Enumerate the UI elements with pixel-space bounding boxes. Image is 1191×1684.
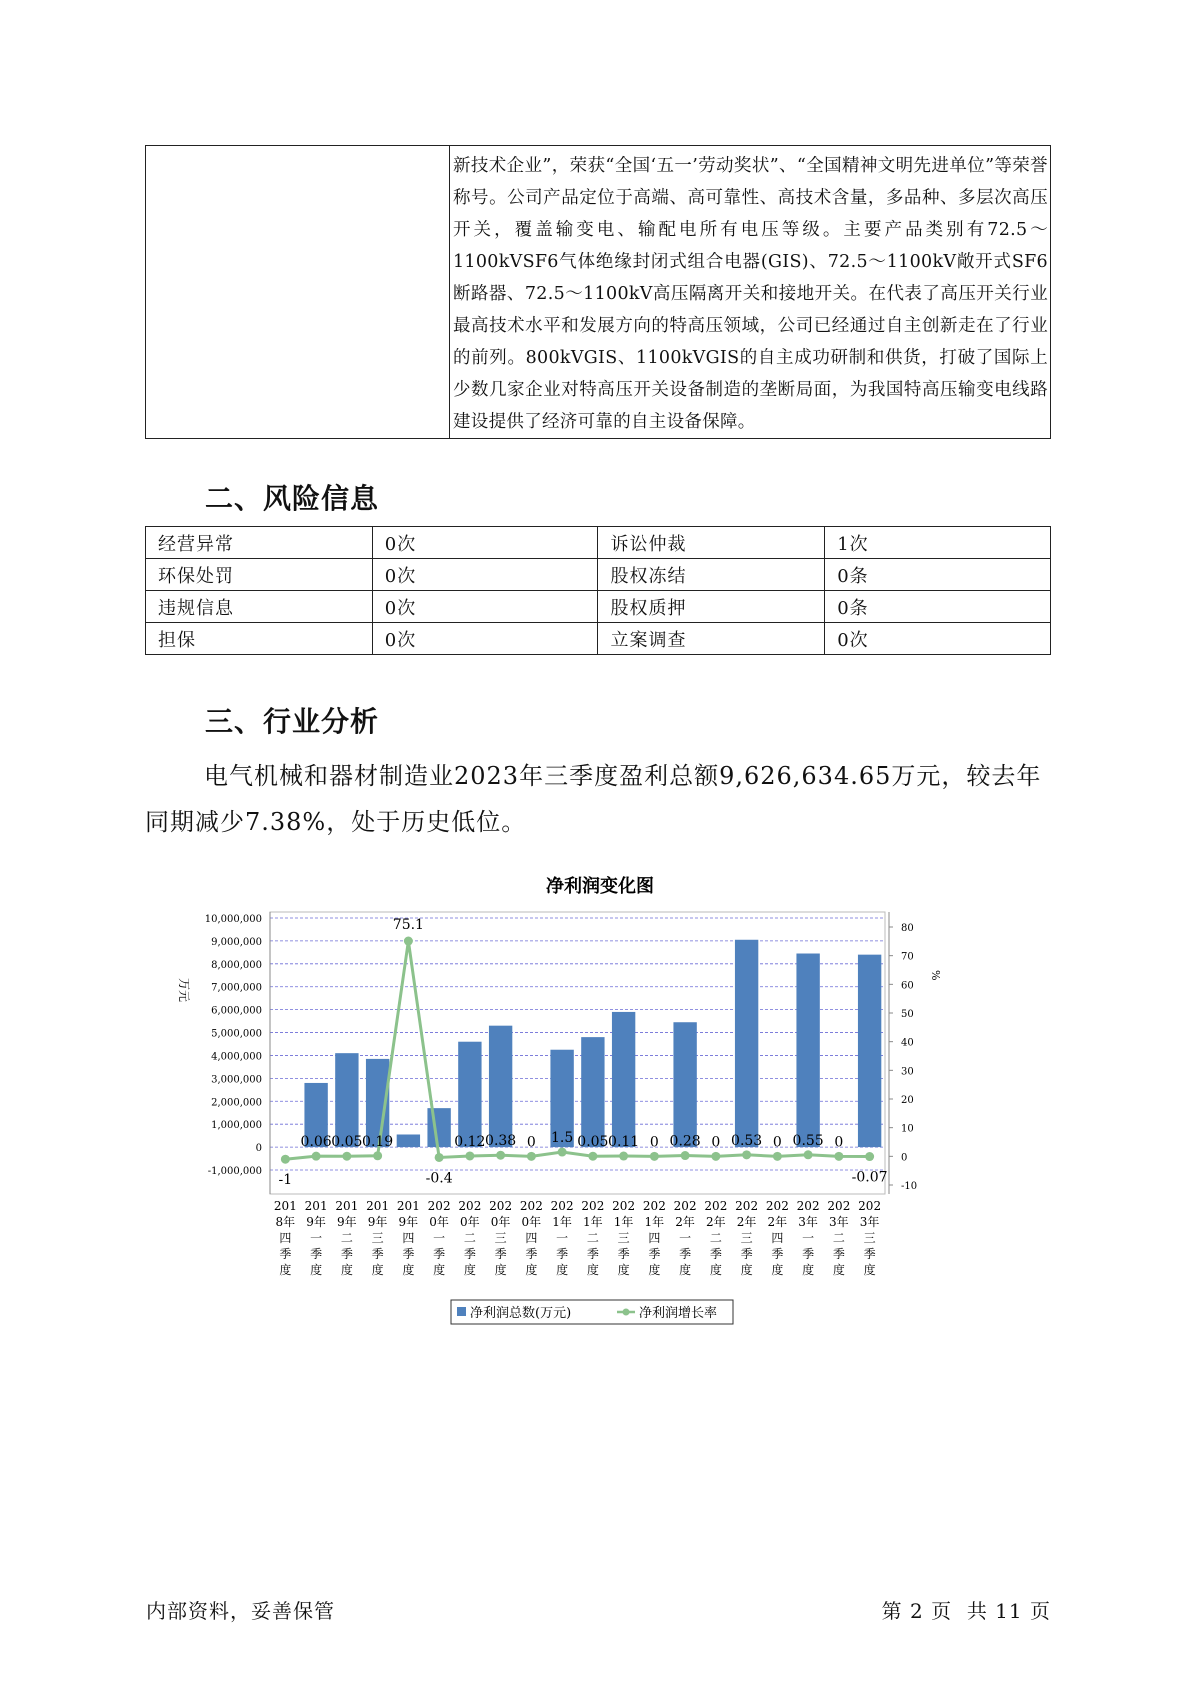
risk-label: 股权冻结 xyxy=(598,559,825,591)
x-tick-label: 季 xyxy=(617,1247,630,1261)
y2-tick-label: 50 xyxy=(901,1009,914,1020)
x-tick-label: 季 xyxy=(402,1247,415,1261)
y-tick-label: 1,000,000 xyxy=(211,1120,262,1132)
x-tick-label: 9年 xyxy=(306,1215,326,1229)
x-tick-label: 季 xyxy=(771,1247,784,1261)
growth-point xyxy=(496,1151,505,1160)
x-tick-label: 9年 xyxy=(398,1215,419,1229)
growth-point xyxy=(865,1152,874,1161)
growth-point xyxy=(681,1151,690,1160)
x-tick-label: 季 xyxy=(679,1247,692,1261)
intro-left-cell xyxy=(146,146,450,439)
y-tick-label: 2,000,000 xyxy=(211,1097,262,1109)
x-tick-label: 201 xyxy=(335,1199,359,1213)
x-tick-label: 季 xyxy=(802,1247,815,1261)
growth-data-label: 0.06 xyxy=(300,1134,332,1151)
x-tick-label: 三 xyxy=(371,1231,384,1245)
growth-point xyxy=(465,1151,474,1160)
growth-point xyxy=(342,1152,351,1161)
growth-point xyxy=(619,1152,628,1161)
y-tick-label: 10,000,000 xyxy=(204,914,262,925)
x-tick-label: 1年 xyxy=(583,1215,603,1229)
x-tick-label: 2年 xyxy=(675,1215,695,1229)
growth-point xyxy=(834,1152,843,1161)
x-tick-label: 9年 xyxy=(367,1215,388,1229)
bar xyxy=(735,940,758,1147)
x-tick-label: 202 xyxy=(858,1199,882,1213)
x-tick-label: 3年 xyxy=(859,1215,880,1229)
bar xyxy=(458,1042,481,1147)
x-tick-label: 3年 xyxy=(798,1215,818,1229)
y2-tick-label: 40 xyxy=(901,1037,914,1049)
growth-data-label: 0.55 xyxy=(792,1132,824,1149)
y-tick-label: 0 xyxy=(255,1143,262,1155)
x-tick-label: 度 xyxy=(463,1263,476,1277)
x-tick-label: 季 xyxy=(494,1247,507,1261)
chart-title: 净利润变化图 xyxy=(546,876,654,897)
x-tick-label: 202 xyxy=(704,1199,728,1213)
growth-data-label: 75.1 xyxy=(392,917,424,934)
x-tick-label: 季 xyxy=(340,1247,353,1261)
growth-point xyxy=(527,1152,536,1161)
x-tick-label: 2年 xyxy=(736,1215,757,1229)
x-tick-label: 季 xyxy=(648,1247,661,1261)
bar xyxy=(397,1134,420,1147)
risk-info-table xyxy=(145,526,1051,655)
x-tick-label: 9年 xyxy=(337,1215,357,1229)
growth-data-label: 0 xyxy=(649,1134,659,1151)
growth-data-label: 0 xyxy=(834,1134,844,1151)
x-tick-label: 季 xyxy=(279,1247,292,1261)
growth-data-label: -0.4 xyxy=(425,1170,453,1187)
x-tick-label: 季 xyxy=(371,1247,384,1261)
bar xyxy=(427,1108,450,1147)
x-tick-label: 一 xyxy=(310,1231,323,1245)
x-tick-label: 度 xyxy=(310,1263,323,1277)
y-tick-label: 3,000,000 xyxy=(211,1074,262,1086)
y-tick-label: 6,000,000 xyxy=(211,1005,262,1017)
x-tick-label: 度 xyxy=(494,1263,507,1277)
growth-data-label: -1 xyxy=(278,1172,293,1189)
growth-data-label: -0.07 xyxy=(851,1169,888,1186)
x-tick-label: 度 xyxy=(586,1263,599,1277)
growth-point xyxy=(312,1152,321,1161)
risk-row xyxy=(146,591,1051,623)
x-tick-label: 202 xyxy=(519,1199,543,1213)
x-tick-label: 一 xyxy=(556,1231,569,1245)
y-tick-label: 5,000,000 xyxy=(211,1028,262,1040)
legend-bar-label: 净利润总数(万元) xyxy=(470,1306,572,1321)
bar xyxy=(796,954,819,1148)
x-tick-label: 一 xyxy=(433,1231,446,1245)
growth-point xyxy=(804,1150,813,1159)
x-tick-label: 一 xyxy=(802,1231,815,1245)
x-tick-label: 201 xyxy=(396,1199,420,1213)
growth-point xyxy=(558,1148,567,1157)
x-tick-label: 202 xyxy=(735,1199,759,1213)
y2-tick-label: 30 xyxy=(901,1066,914,1078)
intro-right-cell xyxy=(450,146,1051,439)
legend-bar-swatch xyxy=(457,1307,466,1316)
x-tick-label: 度 xyxy=(709,1263,722,1277)
x-tick-label: 201 xyxy=(366,1199,390,1213)
x-tick-label: 一 xyxy=(679,1231,692,1245)
risk-label: 立案调查 xyxy=(598,623,825,655)
net-profit-chart xyxy=(160,870,1040,1330)
y-axis-label: 万元 xyxy=(177,978,191,1003)
x-tick-label: 季 xyxy=(586,1247,599,1261)
x-tick-label: 度 xyxy=(648,1263,661,1277)
y-tick-label: -1,000,000 xyxy=(207,1166,262,1177)
x-tick-label: 二 xyxy=(709,1231,722,1245)
x-tick-label: 季 xyxy=(525,1247,538,1261)
risk-value: 0次 xyxy=(372,623,598,655)
section-title-industry: 三、行业分析 xyxy=(205,705,380,738)
x-tick-label: 四 xyxy=(648,1231,661,1245)
x-tick-label: 二 xyxy=(463,1231,476,1245)
x-tick-label: 度 xyxy=(679,1263,692,1277)
risk-value: 0条 xyxy=(825,591,1051,623)
y-tick-label: 4,000,000 xyxy=(211,1051,262,1063)
x-tick-label: 四 xyxy=(525,1231,538,1245)
x-tick-label: 二 xyxy=(832,1231,845,1245)
growth-point xyxy=(435,1153,444,1162)
growth-point xyxy=(588,1152,597,1161)
growth-data-label: 0.05 xyxy=(331,1134,363,1151)
y2-tick-label: 70 xyxy=(901,951,914,963)
x-tick-label: 季 xyxy=(832,1247,845,1261)
x-tick-label: 度 xyxy=(832,1263,845,1277)
risk-label: 诉讼仲裁 xyxy=(598,527,825,559)
bar xyxy=(335,1053,358,1147)
x-tick-label: 8年 xyxy=(275,1215,296,1229)
x-tick-label: 202 xyxy=(550,1199,574,1213)
x-tick-label: 季 xyxy=(740,1247,753,1261)
growth-data-label: 0.53 xyxy=(731,1132,763,1149)
y2-tick-label: 20 xyxy=(901,1095,914,1106)
y2-tick-label: -10 xyxy=(901,1181,918,1192)
risk-value: 0条 xyxy=(825,559,1051,591)
x-tick-label: 202 xyxy=(489,1199,513,1213)
y-tick-label: 8,000,000 xyxy=(211,959,262,971)
x-tick-label: 3年 xyxy=(829,1215,849,1229)
x-tick-label: 三 xyxy=(617,1231,630,1245)
x-tick-label: 二 xyxy=(586,1231,599,1245)
risk-row xyxy=(146,559,1051,591)
x-tick-label: 度 xyxy=(402,1263,415,1277)
company-intro-table xyxy=(145,145,1051,439)
growth-data-label: 0.12 xyxy=(454,1133,486,1150)
chart-grid xyxy=(270,912,885,1194)
x-tick-label: 202 xyxy=(796,1199,820,1213)
x-tick-label: 1年 xyxy=(613,1215,634,1229)
risk-label: 担保 xyxy=(146,623,373,655)
growth-data-label: 0.11 xyxy=(608,1134,640,1151)
growth-point xyxy=(650,1152,659,1161)
risk-value: 0次 xyxy=(372,559,598,591)
growth-point xyxy=(711,1152,720,1161)
x-tick-label: 四 xyxy=(402,1231,415,1245)
x-tick-label: 度 xyxy=(279,1263,292,1277)
risk-value: 0次 xyxy=(372,527,598,559)
x-tick-label: 季 xyxy=(556,1247,569,1261)
x-tick-label: 度 xyxy=(771,1263,784,1277)
y2-tick-label: 60 xyxy=(901,980,914,992)
x-tick-label: 季 xyxy=(863,1247,876,1261)
industry-paragraph: 电气机械和器材制造业2023年三季度盈利总额9,626,634.65万元，较去年同期减少7.38%，处于历史低位。 xyxy=(145,762,1042,836)
chart-bars xyxy=(304,940,881,1150)
growth-data-label: 0 xyxy=(711,1134,721,1151)
legend-line-marker xyxy=(623,1309,630,1316)
x-tick-label: 度 xyxy=(740,1263,753,1277)
y-tick-label: 7,000,000 xyxy=(211,982,262,994)
footer-confidential: 内部资料，妥善保管 xyxy=(146,1599,335,1623)
x-tick-label: 季 xyxy=(433,1247,446,1261)
x-tick-label: 202 xyxy=(827,1199,851,1213)
risk-value: 1次 xyxy=(825,527,1051,559)
y2-tick-label: 0 xyxy=(901,1152,908,1164)
x-tick-label: 2年 xyxy=(767,1215,788,1229)
bar xyxy=(581,1037,604,1147)
chart-legend xyxy=(451,1300,733,1324)
growth-data-label: 0.19 xyxy=(362,1133,394,1150)
y2-tick-label: 80 xyxy=(901,923,914,934)
x-tick-label: 二 xyxy=(340,1231,353,1245)
risk-label: 经营异常 xyxy=(146,527,373,559)
page-number: 第 2 页 共 11 页 xyxy=(881,1599,1051,1623)
bar xyxy=(673,1022,696,1147)
risk-value: 0次 xyxy=(372,591,598,623)
x-tick-label: 202 xyxy=(765,1199,789,1213)
x-tick-label: 四 xyxy=(279,1231,292,1245)
bar xyxy=(858,955,881,1147)
growth-data-label: 0.28 xyxy=(669,1133,701,1150)
x-tick-label: 202 xyxy=(642,1199,666,1213)
bar xyxy=(489,1026,512,1147)
x-tick-label: 0年 xyxy=(521,1215,542,1229)
growth-data-label: 0 xyxy=(526,1134,536,1151)
x-tick-label: 三 xyxy=(863,1231,876,1245)
x-tick-label: 度 xyxy=(802,1263,815,1277)
x-tick-label: 202 xyxy=(581,1199,605,1213)
x-tick-label: 2年 xyxy=(706,1215,726,1229)
risk-value: 0次 xyxy=(825,623,1051,655)
x-tick-label: 202 xyxy=(673,1199,697,1213)
y2-axis-label: % xyxy=(929,970,942,981)
bar xyxy=(612,1012,635,1147)
growth-data-label: 0.05 xyxy=(577,1134,609,1151)
growth-point xyxy=(281,1155,290,1164)
x-tick-label: 度 xyxy=(617,1263,630,1277)
y-tick-label: 9,000,000 xyxy=(211,936,262,948)
x-tick-label: 202 xyxy=(427,1199,451,1213)
x-tick-label: 0年 xyxy=(460,1215,480,1229)
x-tick-label: 度 xyxy=(863,1263,876,1277)
x-tick-label: 度 xyxy=(433,1263,446,1277)
x-tick-label: 三 xyxy=(740,1231,753,1245)
x-tick-label: 202 xyxy=(612,1199,636,1213)
x-tick-label: 0年 xyxy=(429,1215,449,1229)
x-tick-label: 度 xyxy=(371,1263,384,1277)
risk-row xyxy=(146,623,1051,655)
growth-data-label: 0 xyxy=(772,1134,782,1151)
x-tick-label: 0年 xyxy=(490,1215,511,1229)
risk-label: 股权质押 xyxy=(598,591,825,623)
growth-data-label: 0.38 xyxy=(485,1133,517,1150)
growth-point xyxy=(773,1152,782,1161)
x-tick-label: 三 xyxy=(494,1231,507,1245)
x-tick-label: 度 xyxy=(525,1263,538,1277)
growth-point xyxy=(373,1151,382,1160)
x-tick-label: 季 xyxy=(709,1247,722,1261)
risk-label: 环保处罚 xyxy=(146,559,373,591)
x-tick-label: 201 xyxy=(304,1199,328,1213)
growth-data-label: 1.5 xyxy=(550,1130,574,1147)
x-tick-label: 201 xyxy=(273,1199,297,1213)
growth-point xyxy=(404,937,413,946)
plot-border xyxy=(270,912,885,1194)
risk-row xyxy=(146,527,1051,559)
x-tick-label: 1年 xyxy=(644,1215,665,1229)
x-tick-label: 度 xyxy=(340,1263,353,1277)
y2-tick-label: 10 xyxy=(901,1123,914,1135)
x-tick-label: 202 xyxy=(458,1199,482,1213)
section-title-risk: 二、风险信息 xyxy=(205,482,380,515)
x-tick-label: 1年 xyxy=(552,1215,572,1229)
x-tick-label: 季 xyxy=(463,1247,476,1261)
legend-line-label: 净利润增长率 xyxy=(639,1306,718,1321)
x-tick-label: 季 xyxy=(310,1247,323,1261)
risk-label: 违规信息 xyxy=(146,591,373,623)
x-tick-label: 四 xyxy=(771,1231,784,1245)
company-intro-text: 新技术企业”，荣获“全国‘五一’劳动奖状”、“全国精神文明先进单位”等荣誉称号。公司产品定位于高端、高可靠性、高技术含量，多品种、多层次高压开关，覆盖输变电、输配电所有电压等级。主要产品类别有72.5～1100kVSF6气体绝缘封闭式组合电器(GIS)、72.5～1100kV敞开式SF6断路器、72.5～1100kV高压隔离开关和接地开关。在代表了高压开关行业最高技术水平和发展方向的特高压领域，公司已经通过自主创新走在了行业的前列。800kVGIS、1100kVGIS的自主成功研制和供货，打破了国际上少数几家企业对特高压开关设备制造的垄断局面，为我国特高压输变电线路建设提供了经济可靠的自主设备保障。 xyxy=(453,156,1048,432)
x-tick-label: 度 xyxy=(556,1263,569,1277)
growth-point xyxy=(742,1150,751,1159)
